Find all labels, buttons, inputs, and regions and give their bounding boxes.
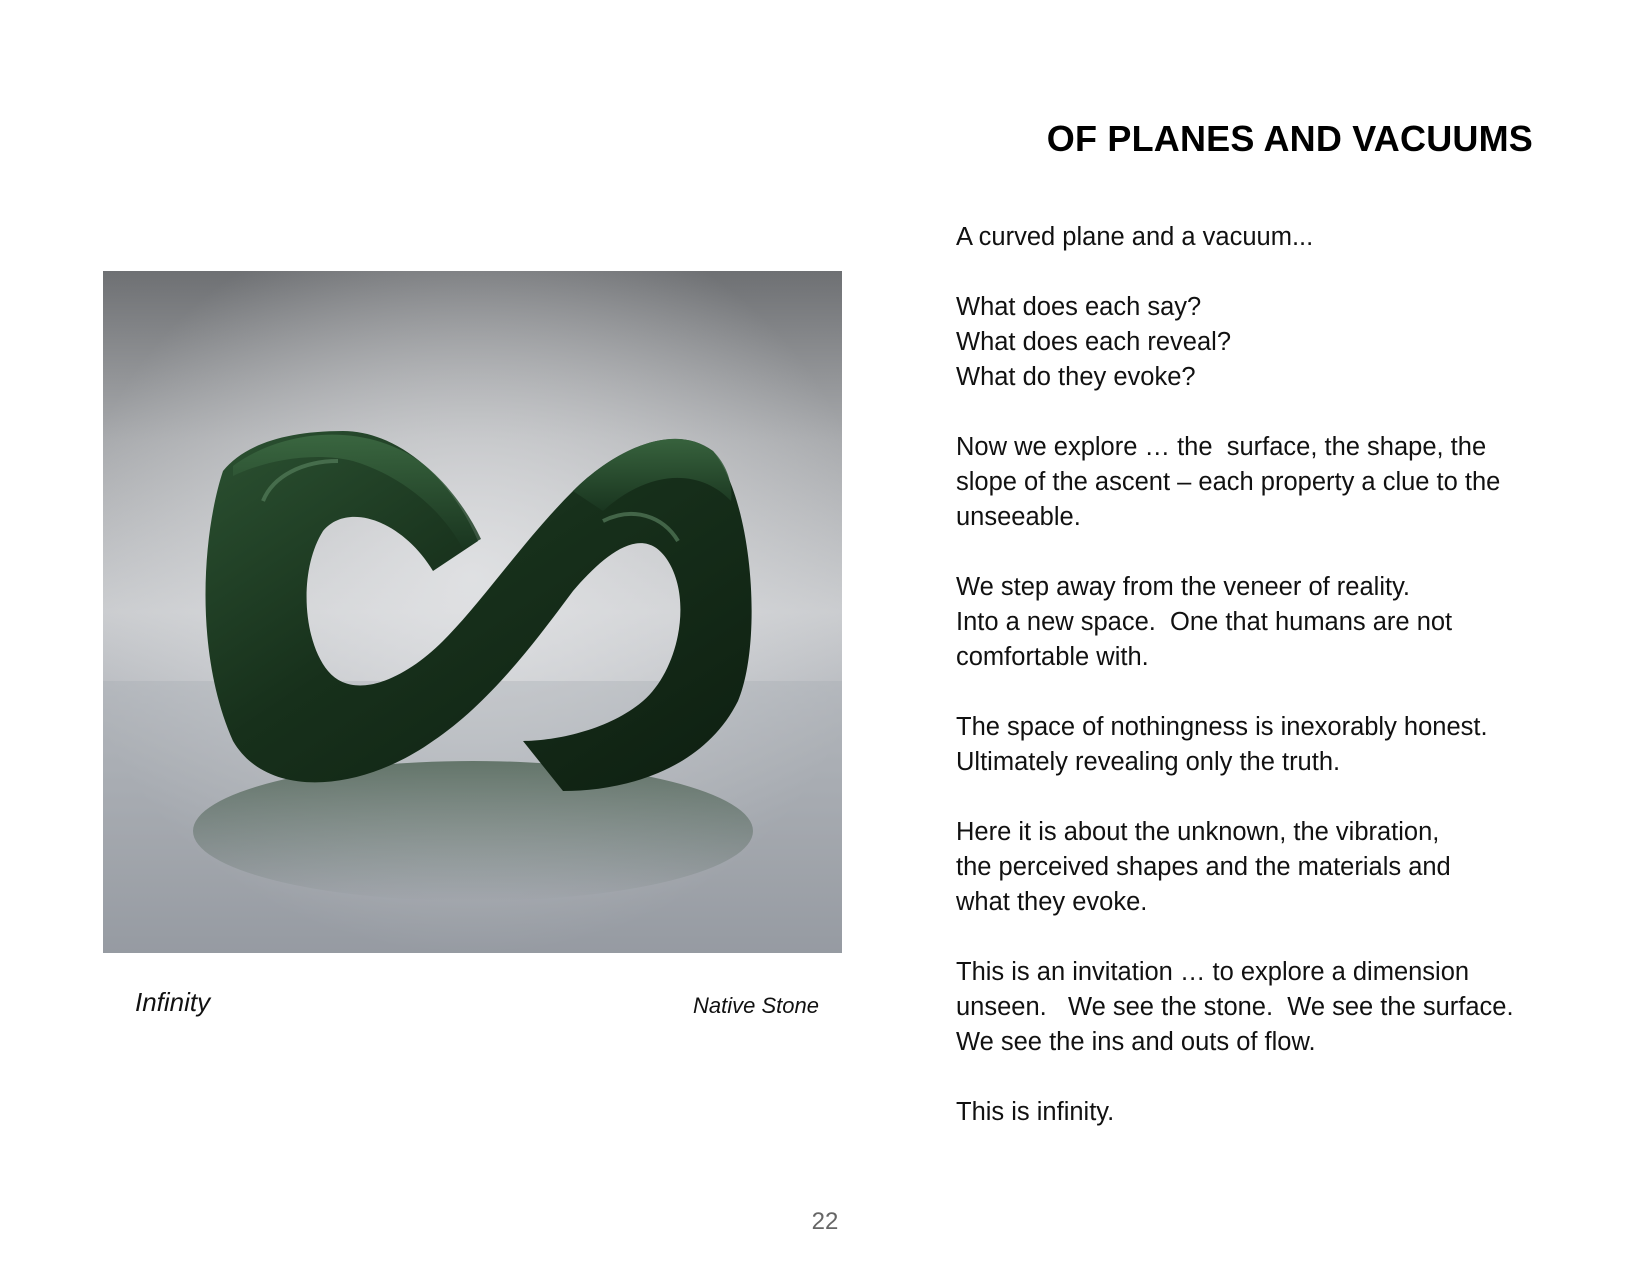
stanza [956,1095,1576,1130]
poem-line: This is an invitation … to explore a dimension [956,958,1470,986]
poem-line: What does each reveal? [956,328,1231,356]
poem-line: This is infinity. [956,1098,1115,1126]
stanza [956,710,1576,780]
caption-material: Native Stone [693,993,819,1018]
page-title: OF PLANES AND VACUUMS [1046,118,1533,159]
page-number: 22 [811,1208,839,1235]
poem-line: What do they evoke? [956,363,1196,391]
poem-line: slope of the ascent – each property a clue to the [956,468,1501,496]
poem-line: Ultimately revealing only the truth. [956,748,1341,776]
poem-line: The space of nothingness is inexorably honest. [956,713,1488,741]
poem-line: the perceived shapes and the materials and [956,853,1451,881]
poem-line: unseen. We see the stone. We see the surface. [956,993,1514,1021]
poem-line: A curved plane and a vacuum... [956,223,1314,251]
stanza [956,220,1576,255]
stanza [956,570,1576,675]
stanza [956,815,1576,920]
poem-line: We see the ins and outs of flow. [956,1028,1316,1056]
poem-line: what they evoke. [956,888,1148,916]
stanza [956,430,1576,535]
poem-line: comfortable with. [956,643,1149,671]
poem-line: Here it is about the unknown, the vibration, [956,818,1440,846]
poem-line: Now we explore … the surface, the shape, the [956,433,1487,461]
caption-title: Infinity [135,987,211,1017]
stanza [956,955,1576,1060]
poem-line: What does each say? [956,293,1202,321]
poem-line: We step away from the veneer of reality. [956,573,1411,601]
poem-line: Into a new space. One that humans are not [956,608,1453,636]
poem [956,220,1576,1165]
stanza [956,290,1576,395]
infinity-sculpture-photo [103,271,842,953]
poem-line: unseeable. [956,503,1081,531]
